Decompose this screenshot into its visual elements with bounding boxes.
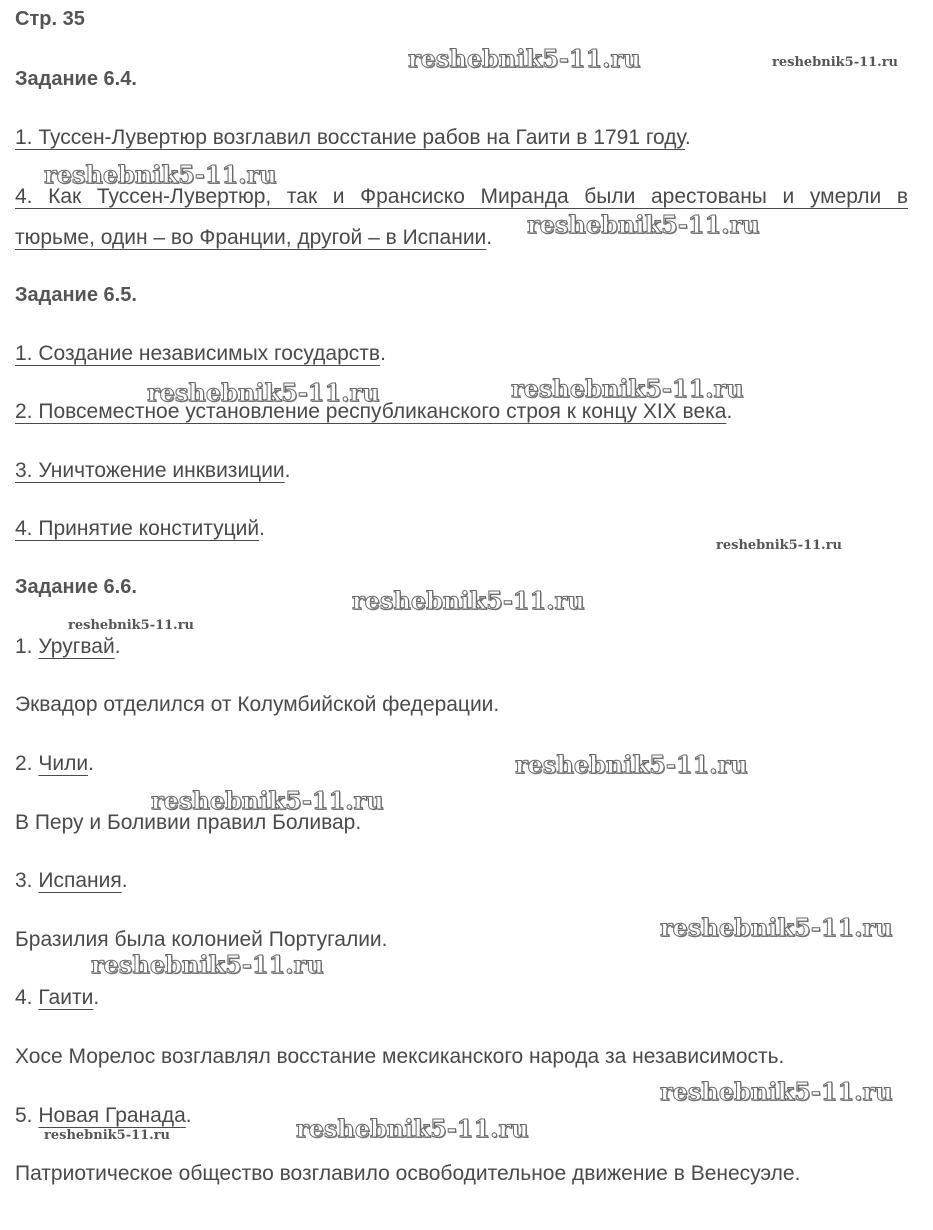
task-6-6-explanation-3: Бразилия была колонией Португалии. [15, 928, 388, 951]
task-6-5-heading: Задание 6.5. [15, 284, 137, 306]
task-6-6-answer-3: 3. Испания. [15, 869, 128, 892]
watermark: reshebnik5-11.ru [527, 210, 760, 239]
watermark: reshebnik5-11.ru [352, 586, 585, 615]
watermark: reshebnik5-11.ru [772, 55, 899, 70]
watermark: reshebnik5-11.ru [515, 750, 748, 779]
page-number: Стр. 35 [15, 8, 85, 30]
task-6-6-explanation-5: Патриотическое общество возглавило освободительное движение в Венесуэле. [15, 1162, 801, 1185]
watermark: reshebnik5-11.ru [68, 618, 195, 633]
task-6-4-answer-4-line-2: тюрьме, один – во Франции, другой – в Испании. [15, 226, 493, 249]
task-6-6-explanation-1: Эквадор отделился от Колумбийской федерации. [15, 693, 500, 716]
task-6-6-heading: Задание 6.6. [15, 576, 137, 598]
task-6-6-explanation-4: Хосе Морелос возглавлял восстание мексиканского народа за независимость. [15, 1045, 785, 1068]
answer-text: 1. Туссен-Лувертюр возглавил восстание рабов на Гаити в 1791 году [15, 126, 685, 149]
watermark: reshebnik5-11.ru [151, 786, 384, 815]
task-6-6-answer-2: 2. Чили. [15, 752, 94, 775]
task-6-6-answer-4: 4. Гаити. [15, 986, 100, 1009]
task-6-6-answer-5: 5. Новая Гранада. [15, 1104, 192, 1127]
watermark: reshebnik5-11.ru [44, 160, 277, 189]
watermark: reshebnik5-11.ru [44, 1128, 171, 1143]
watermark: reshebnik5-11.ru [716, 538, 843, 553]
watermark: reshebnik5-11.ru [660, 913, 893, 942]
task-6-6-explanation-2: В Перу и Боливии правил Боливар. [15, 811, 362, 834]
watermark: reshebnik5-11.ru [511, 374, 744, 403]
task-6-4-answer-4-line-1 [15, 183, 908, 211]
watermark: reshebnik5-11.ru [408, 44, 641, 73]
watermark: reshebnik5-11.ru [91, 950, 324, 979]
task-6-5-answer-4: 4. Принятие конституций. [15, 517, 265, 540]
task-6-4-heading: Задание 6.4. [15, 68, 137, 90]
answer-text: 4. Как Туссен-Лувертюр, так и Франсиско Миранда были арестованы и умерли в [15, 185, 908, 208]
task-6-5-answer-3: 3. Уничтожение инквизиции. [15, 459, 291, 482]
watermark: reshebnik5-11.ru [660, 1077, 893, 1106]
watermark: reshebnik5-11.ru [296, 1114, 529, 1143]
task-6-4-answer-1: 1. Туссен-Лувертюр возглавил восстание рабов на Гаити в 1791 году. [15, 126, 691, 149]
answer-text: тюрьме, один – во Франции, другой – в Испании [15, 226, 487, 249]
task-6-6-answer-1: 1. Уругвай. [15, 635, 121, 658]
task-6-5-answer-1: 1. Создание независимых государств. [15, 342, 386, 365]
task-6-5-answer-2: 2. Повсеместное установление республиканского строя к концу XIX века. [15, 400, 733, 423]
watermark: reshebnik5-11.ru [147, 378, 380, 407]
